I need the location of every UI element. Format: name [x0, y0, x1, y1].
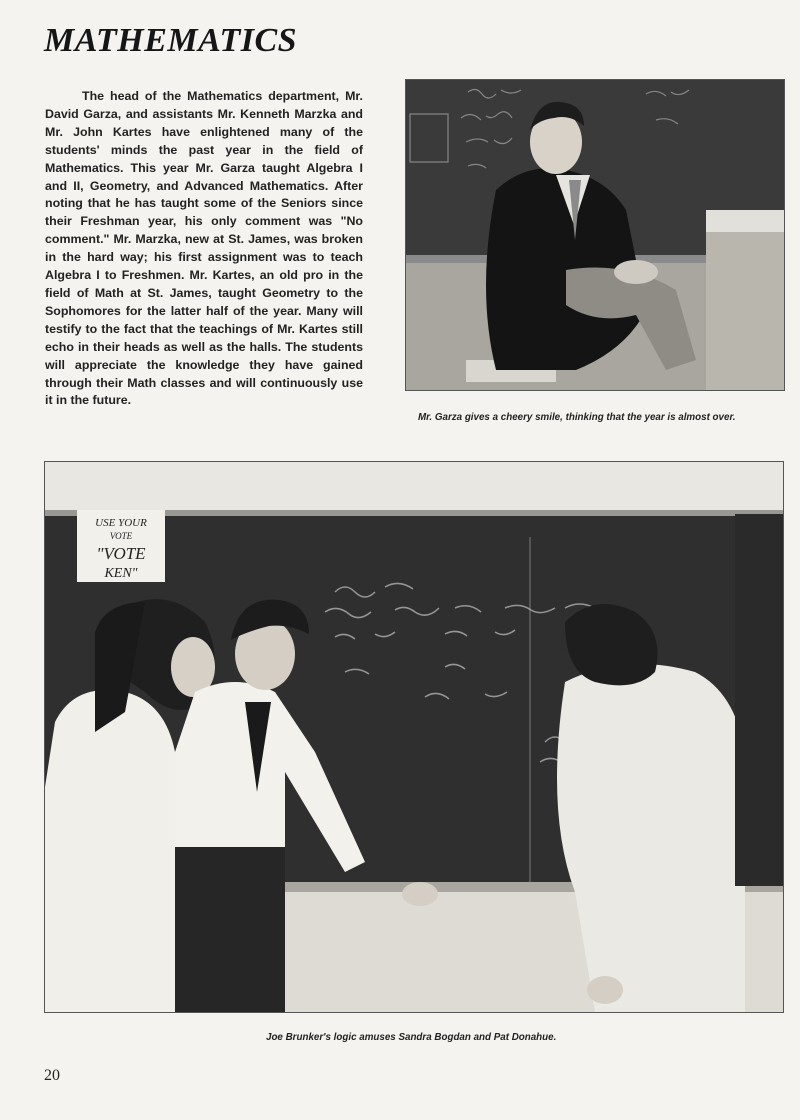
bottom-photo-caption: Joe Brunker's logic amuses Sandra Bogdan and Pat Donahue. — [266, 1032, 557, 1043]
page-number: 20 — [44, 1067, 60, 1084]
sign-line-3: "VOTE — [96, 544, 146, 563]
sign-line-2: VOTE — [109, 531, 133, 541]
sign-line-1: USE YOUR — [95, 517, 147, 529]
sign-line-4: KEN" — [104, 566, 138, 581]
students-photo — [44, 461, 784, 1013]
page-title: MATHEMATICS — [44, 22, 298, 59]
teacher-photo — [405, 79, 785, 391]
article-body: The head of the Mathematics department, Mr. David Garza, and assistants Mr. Kenneth Marzka and Mr. John Kartes have enlightened many of the students' minds the past year in the field of Mathematics. This year Mr. Garza taught Algebra I and II, Geometry, and Advanced Mathematics. After noting that he has taught some of the Seniors since their Freshman year, his only comment was "No comment." Mr. Marzka, new at St. James, was broken in the hard way; his first assignment was to teach Algebra I to Freshmen. Mr. Kartes, an old pro in the field of Math at St. James, taught Geometry to the Sophomores for the latter half of the year. Many will testify to the fact that the teachings of Mr. Kartes still echo in their heads as well as the halls. The students will appreciate the knowledge they have gained through their Math classes and will continuously use it in the future. — [45, 89, 363, 408]
top-photo-caption: Mr. Garza gives a cheery smile, thinking that the year is almost over. — [418, 412, 736, 423]
